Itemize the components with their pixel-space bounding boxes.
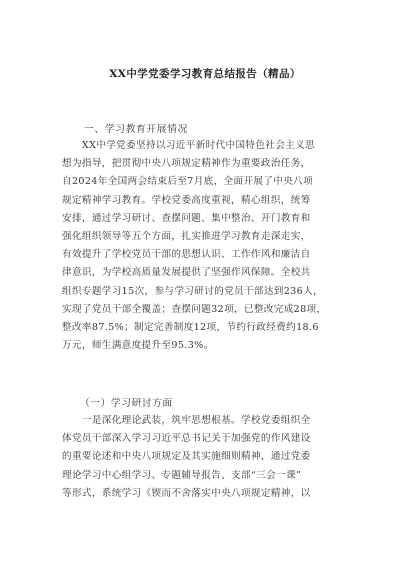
paragraph-line: 想为指导，把贯彻中央八项规定精神作为重要政治任务，	[62, 158, 311, 170]
paragraph-line: 安排，通过学习研讨、查摆问题、集中整治、开门教育和	[62, 212, 311, 224]
paragraph-line: 规定精神学习教育。学校党委高度重视，精心组织，统筹	[62, 194, 311, 206]
paragraph-line: 强化组织领导等五个方面，扎实推进学习教育走深走实，	[62, 230, 311, 242]
paragraph-line: 的重要论述和中央八项规定及其实施细则精神，通过党委	[62, 451, 311, 463]
paragraph-line: 一是深化理论武装，筑牢思想根基。学校党委组织全	[62, 415, 311, 426]
section-heading: 一、学习教育开展情况	[84, 124, 188, 135]
paragraph-line: 万元，师生满意度提升至95.3%。	[62, 340, 214, 352]
paragraph-line: 体党员干部深入学习习近平总书记关于加强党的作风建设	[62, 433, 311, 445]
document-title: XX中学党委学习教育总结报告（精品）	[109, 68, 301, 80]
paragraph-line: 实现了党员干部全覆盖；查摆问题32项，已整改完成28项，	[62, 303, 327, 315]
subsection-heading: （一）学习研讨方面	[80, 398, 173, 409]
paragraph-line: 组织专题学习15次，参与学习研讨的党员干部达到236人，	[62, 285, 323, 297]
paragraph-line: 整改率87.5%；制定完善制度12项，节约行政经费约18.6	[62, 321, 319, 333]
paragraph-line: XX中学党委坚持以习近平新时代中国特色社会主义思	[62, 140, 316, 151]
paragraph-line: 律意识，为学校高质量发展提供了坚强作风保障。全校共	[62, 267, 311, 279]
section-paragraph	[62, 137, 362, 355]
paragraph-line: 有效提升了学校党员干部的思想认识、工作作风和廉洁自	[62, 249, 311, 261]
subsection-paragraph	[62, 412, 362, 503]
paragraph-line: 自2024年全国两会结束后至7月底，全面开展了中央八项	[62, 176, 314, 188]
paragraph-line: 理论学习中心组学习、专题辅导报告、支部“三会一课”	[62, 469, 302, 481]
paragraph-line: 等形式，系统学习《锲而不舍落实中央八项规定精神，以	[62, 487, 311, 499]
